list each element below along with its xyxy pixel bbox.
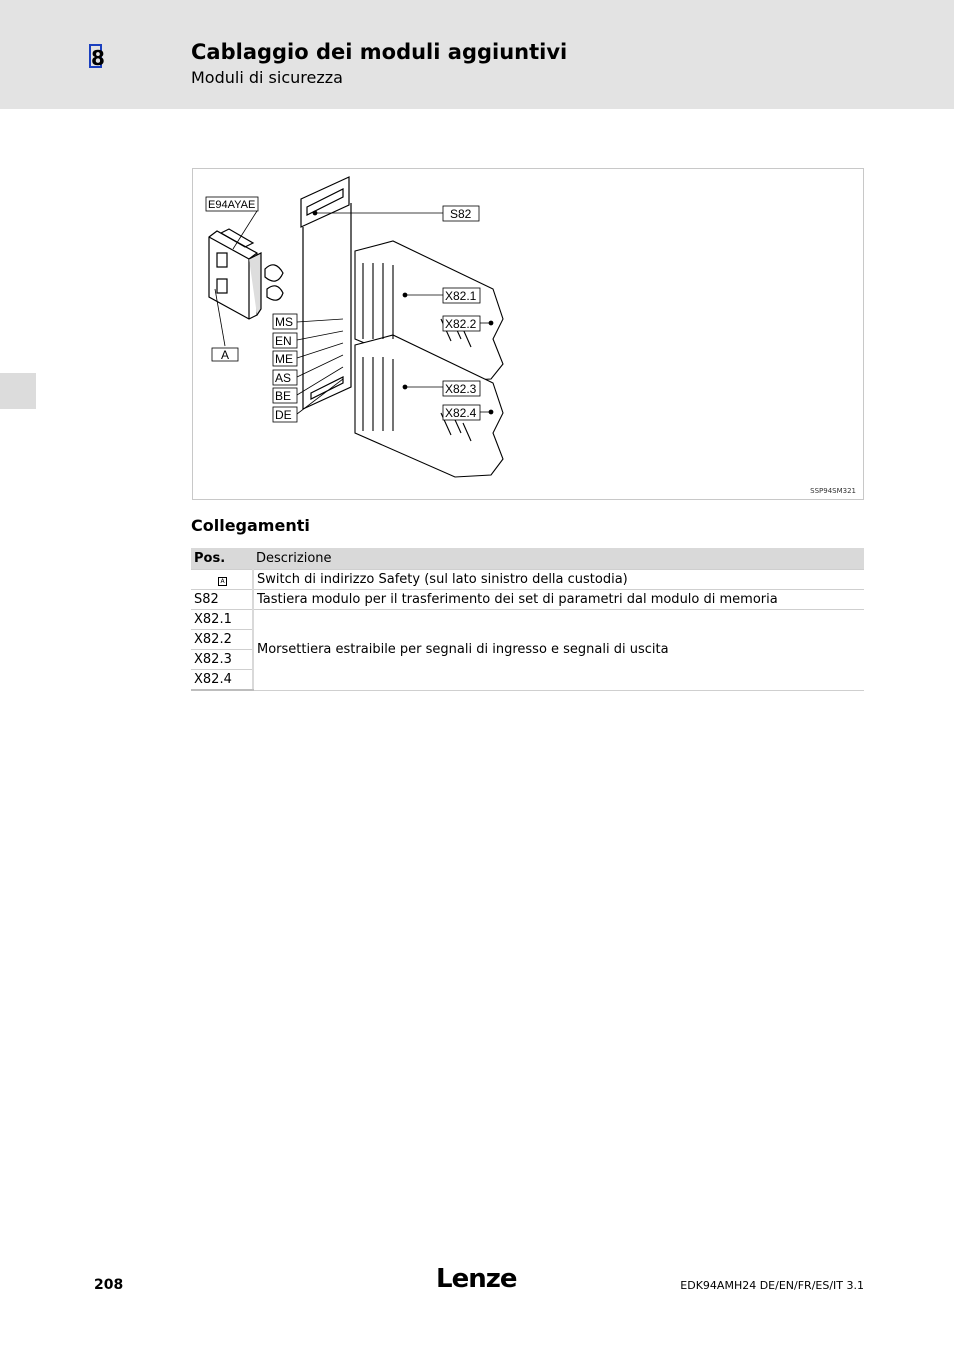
module-drawing xyxy=(193,169,865,501)
table-row xyxy=(191,610,864,630)
header-desc: Descrizione xyxy=(253,548,864,570)
label-x821: X82.1 xyxy=(445,289,477,303)
table-row xyxy=(191,590,864,610)
terminal-blocks-drawing xyxy=(355,241,503,477)
module-figure xyxy=(192,168,864,500)
page-number: 208 xyxy=(94,1277,124,1293)
page-subtitle: Moduli di sicurezza xyxy=(191,68,343,87)
header-pos: Pos. xyxy=(191,548,253,570)
chapter-side-tab xyxy=(0,373,36,409)
row-pos: S82 xyxy=(191,590,253,610)
label-me: ME xyxy=(275,352,293,366)
row-desc: Morsettiera estraibile per segnali di ingresso e segnali di uscita xyxy=(253,610,864,691)
label-as: AS xyxy=(275,371,292,385)
position-a-icon: A xyxy=(218,577,227,586)
label-en: EN xyxy=(275,334,292,348)
row-pos: X82.3 xyxy=(191,650,253,670)
row-pos-a xyxy=(191,570,253,590)
label-be: BE xyxy=(275,389,292,403)
row-pos: X82.1 xyxy=(191,610,253,630)
row-desc: Switch di indirizzo Safety (sul lato sinistro della custodia) xyxy=(253,570,864,590)
section-title: Collegamenti xyxy=(191,516,310,535)
label-de: DE xyxy=(275,408,292,422)
document-code: EDK94AMH24 DE/EN/FR/ES/IT 3.1 xyxy=(680,1279,864,1292)
table-row xyxy=(191,570,864,590)
chapter-number: 8 xyxy=(91,46,105,70)
row-desc: Tastiera modulo per il trasferimento dei set di parametri dal modulo di memoria xyxy=(253,590,864,610)
label-x824: X82.4 xyxy=(445,406,477,420)
table-header-row xyxy=(191,548,864,570)
label-a: A xyxy=(221,348,230,362)
row-pos: X82.4 xyxy=(191,670,253,691)
figure-id: SSP94SM321 xyxy=(810,487,856,495)
label-x823: X82.3 xyxy=(445,382,477,396)
label-ms: MS xyxy=(275,315,293,329)
lenze-logo: Lenze xyxy=(436,1264,517,1294)
label-module: E94AYAE xyxy=(208,199,256,211)
page-title: Cablaggio dei moduli aggiuntivi xyxy=(191,40,568,64)
row-pos: X82.2 xyxy=(191,630,253,650)
keypad-drawing xyxy=(301,177,351,409)
connections-table xyxy=(191,548,864,691)
label-s82: S82 xyxy=(450,207,472,221)
page-header xyxy=(0,0,954,109)
safety-module-drawing xyxy=(209,229,283,319)
label-x822: X82.2 xyxy=(445,317,477,331)
